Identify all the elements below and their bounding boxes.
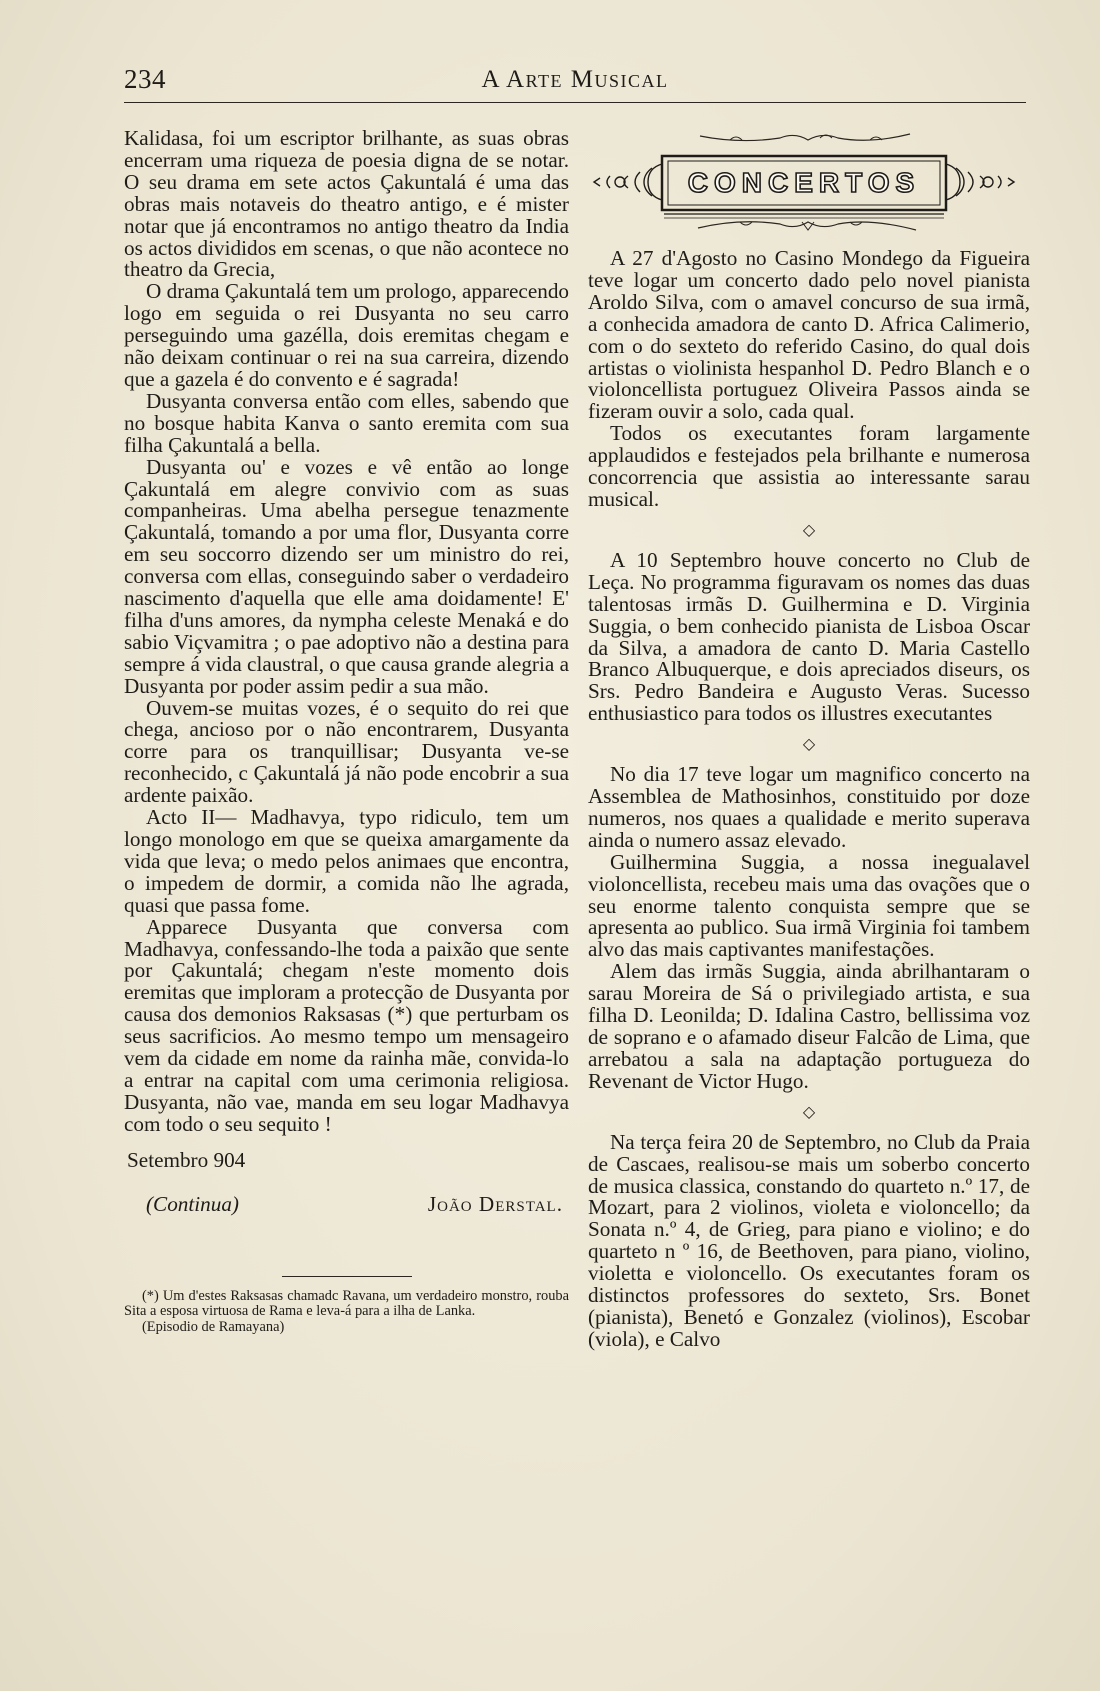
paragraph: Guilhermina Suggia, a nossa inegualavel violoncellista, recebeu mais uma das ovações que o seu enorme talento conquista sempre que se apresenta ao publico. Sua irmã Virginia foi tambem alvo das mais captivantes manifestações. xyxy=(588,849,1030,962)
signature-row xyxy=(124,1191,569,1234)
paragraph: O drama Çakuntalá tem um prologo, apparecendo logo em seguida o rei Dusyanta no seu carro perseguindo uma gazélla, dois eremitas chegam e não deixam continuar o rei na sua carreira, dizendo que a gazela é do convento e é sagrada! xyxy=(124,279,570,391)
page-header xyxy=(124,60,1026,100)
footnote xyxy=(124,1289,569,1336)
left-column xyxy=(124,128,569,1335)
paragraph: Acto II— Madhavya, typo ridiculo, tem um longo monologo em que se queixa amargamente da vida que leva; o medo pelos animaes que encontra, o impedem de dormir, a comida não lhe agrada, quasi que passa fome. xyxy=(124,805,569,917)
concertos-heading-ornament xyxy=(580,128,1026,238)
paragraph: Dusyanta conversa então com elles, sabendo que no bosque habita Kanva o santo eremita com sua filha Çakuntalá a bella. xyxy=(124,388,569,457)
page-number: 234 xyxy=(124,64,166,94)
paragraph: A 10 Septembro houve concerto no Club de Leça. No programma figuravam os nomes das duas talentosas irmãs D. Guilhermina e D. Virginia Suggia, o bem conhecido pianista de Lisboa Oscar da Silva, a amadora de canto D. Maria Castello Branco Albuquerque, e dois apreciados diseurs, os Srs. Pedro Bandeira e Augusto Veras. Sucesso enthusiastico para todos os illustres executantes xyxy=(588,547,1030,726)
right-column xyxy=(588,248,1030,1351)
paragraph: Todos os executantes foram largamente applaudidos e festejados pela brilhante e numerosa concorrencia que assistia ao interessante sarau musical. xyxy=(588,421,1030,511)
running-title: A Arte Musical xyxy=(481,66,669,93)
section-title-concertos: CONCERTOS xyxy=(687,167,921,198)
paragraph: Ouvem-se muitas vozes, é o sequito do rei que chega, ancioso por o não encontrarem, Dusyanta corre para os tranquillisar; Dusyanta ve-se reconhecido, c Çakuntalá já não pode encobrir a sua ardente paixão. xyxy=(124,695,569,808)
footnote-line: (Episodio de Ramayana) xyxy=(142,1318,285,1335)
diamond-separator: ◇ xyxy=(802,736,816,754)
diamond-separator: ◇ xyxy=(802,1103,816,1121)
paragraph: A 27 d'Agosto no Casino Mondego da Figueira teve logar um concerto dado pelo novel pianista Aroldo Silva, com o amavel concurso de sua irmã, a conhecida amadora de canto D. Africa Calimerio, com o do sexteto do referido Casino, do qual dois artistas o violinista hespanhol D. Pedro Blanch e o violoncellista portuguez Oliveira Passos ainda se fizeram ouvir a solo, cada qual. xyxy=(588,246,1030,424)
author-name: João Derstal. xyxy=(427,1191,563,1216)
signature-date: Setembro 904 xyxy=(127,1147,246,1172)
diamond-separator: ◇ xyxy=(802,521,816,539)
paragraph: Apparece Dusyanta que conversa com Madhavya, confessando-lhe toda a paixão que sente por Çakuntalá; chegam n'este momento dois eremitas que imploram a protecção de Dusyanta por causa dos demonios Raksasas (*) que perturbam os seus sacrificios. Ao mesmo tempo um mensageiro vem da cidade em nome da rainha mãe, convida-lo a entrar na capital com uma cerimonia religiosa. Dusyanta, não vae, manda em seu logar Madhavya com todo o seu sequito ! xyxy=(124,914,569,1136)
paragraph: Na terça feira 20 de Septembro, no Club da Praia de Cascaes, realisou-se mais um soberbo concerto de musica classica, constando do quarteto n.º 17, de Mozart, para 2 violinos, violeta e violoncello; da Sonata n.º 4, de Grieg, para piano e violino; e do quarteto n º 16, de Beethoven, para piano, violino, violetta e violoncello. Os executantes foram os distinctos professores do sexteto, Srs. Bonet (pianista), Benetó e Gonzalez (violinos), Escobar (viola), e Calvo xyxy=(588,1129,1030,1351)
paragraph: Dusyanta ou' e vozes e vê então ao longe Çakuntalá em alegre convivio com as suas companheiras. Uma abelha persegue tenazmente Çakuntalá, tomando a por uma flor, Dusyanta corre em seu soccorro dizendo ser um ministro do rei, conversa com ellas, conseguindo saber o verdadeiro nascimento d'aquella que elle ama doidamente! E' filha d'uns amores, da nympha celeste Menaká e do sabio Viçvamitra ; o pae adoptivo não a destina para sempre á vida claustral, o que causa grande alegria a Dusyanta por poder assim pedir a sua mão. xyxy=(124,454,569,698)
paragraph: Kalidasa, foi um escriptor brilhante, as suas obras encerram uma riqueza de poesia digna de se notar. O seu drama em sete actos Çakuntalá é uma das obras mais notaveis do theatro antigo, e é mister notar que já encontramos no antigo theatro da India os actos divididos em scenas, o que não acontece no theatro da Grecia, xyxy=(124,126,569,282)
paragraph: No dia 17 teve logar um magnifico concerto na Assemblea de Mathosinhos, constituido por doze numeros, nos quaes a qualidade e merito superava ainda o numero assaz elevado. xyxy=(588,762,1030,852)
paragraph: Alem das irmãs Suggia, ainda abrilhantaram o sarau Moreira de Sá o privilegiado artista, e sua filha D. Leonilda; D. Idalina Castro, bellissima voz de soprano e o afamado diseur Falcão de Lima, que arrebatou a sala na adaptação portugueza do Revenant de Victor Hugo. xyxy=(588,959,1030,1093)
header-rule xyxy=(124,102,1026,103)
signature-date-row xyxy=(124,1147,569,1190)
footnote-line: (*) Um d'estes Raksasas chamadc Ravana, um verdadeiro monstro, rouba Sita a esposa virtuosa de Rama e leva-á para a ilha de Lanka. xyxy=(124,1287,569,1320)
footnote-rule xyxy=(282,1276,412,1277)
continua-label: (Continua) xyxy=(146,1191,239,1216)
